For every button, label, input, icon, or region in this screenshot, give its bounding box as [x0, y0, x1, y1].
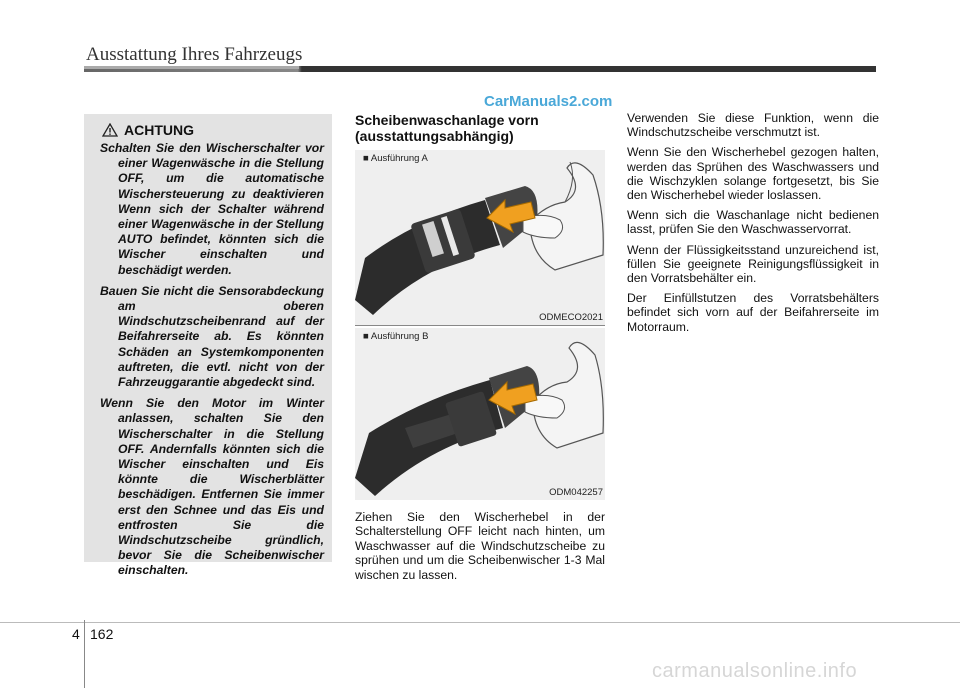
caution-paragraph-2: Bauen Sie nicht die Sensorabdeckung am oberen Windschutzscheibenrand auf der Beifahrerseite ab. Es könnten Schäden an Systemkomponenten auftreten, die evtl. nicht von der Fahrzeuggarantie abgedeckt sind.: [100, 283, 324, 390]
figure-a-label: ■ Ausführung A: [363, 153, 428, 164]
right-column: [627, 111, 879, 340]
figure-b-code: ODM042257: [549, 487, 603, 498]
page-number: 162: [90, 626, 114, 642]
right-paragraph-2: Wenn Sie den Wischerhebel gezogen halten, werden das Sprühen des Waschwassers und die Wischzyklen solange fortgesetzt, bis Sie den Wischerhebel wieder loslassen.: [627, 145, 879, 203]
figure-variant-a: [355, 150, 605, 326]
figure-variant-b: [355, 328, 605, 500]
caution-paragraph-1: Schalten Sie den Wischerschalter vor einer Wagenwäsche in die Stellung OFF, um die automatische Wischersteuerung zu deaktivieren Wenn sich der Schalter während einer Wagenwäsche in der Stellung AUTO befindet, könnten sich die Wischer einschalten und beschädigt werden.: [100, 141, 324, 277]
wiper-stalk-illustration-a: [355, 150, 605, 325]
caution-heading: [102, 122, 324, 138]
caution-box: [84, 114, 332, 578]
right-paragraph-3: Wenn sich die Waschanlage nicht bedienen lasst, prüfen Sie den Waschwasservorrat.: [627, 208, 879, 237]
right-paragraph-5: Der Einfüllstutzen des Vorratsbehälters befindet sich vorn auf der Beifahrerseite im Motorraum.: [627, 291, 879, 334]
warning-triangle-icon: [102, 123, 118, 137]
chapter-number: 4: [72, 626, 80, 642]
section-title: Scheibenwaschanlage vorn (ausstattungsabhängig): [355, 112, 539, 144]
footer-divider: [84, 620, 85, 688]
page-header-title: Ausstattung Ihres Fahrzeugs: [86, 44, 303, 65]
washer-instructions: Ziehen Sie den Wischerhebel in der Schalterstellung OFF leicht nach hinten, um Waschwasser auf die Windschutzscheibe zu sprühen und um die Scheibenwischer 1-3 Mal wischen zu lassen.: [355, 510, 605, 582]
footer-rule: [0, 622, 960, 623]
right-paragraph-4: Wenn der Flüssigkeitsstand unzureichend ist, füllen Sie geeignete Reinigungsflüssigkeit in den Vorratsbehälter ein.: [627, 242, 879, 286]
caution-paragraph-3: Wenn Sie den Motor im Winter anlassen, schalten Sie den Wischerschalter in die Stellung OFF. Andernfalls könnten sich die Wischer einschalten und Eis könnte die Wischerblätter beschädigen. Entfernen Sie immer erst den Schnee und das Eis und entfrosten Sie die Windschutzscheibe gründlich, bevor Sie die Scheibenwischer einschalten.: [100, 396, 324, 578]
caution-title: ACHTUNG: [124, 122, 194, 138]
figure-a-code: ODMECO2021: [539, 312, 603, 323]
watermark-top: CarManuals2.com: [484, 93, 613, 110]
wiper-stalk-illustration-b: [355, 328, 605, 500]
header-rule: [84, 66, 876, 72]
figure-b-label: ■ Ausführung B: [363, 331, 429, 342]
watermark-bottom: carmanualsonline.info: [652, 660, 858, 682]
right-paragraph-1: Verwenden Sie diese Funktion, wenn die Windschutzscheibe verschmutzt ist.: [627, 111, 879, 140]
